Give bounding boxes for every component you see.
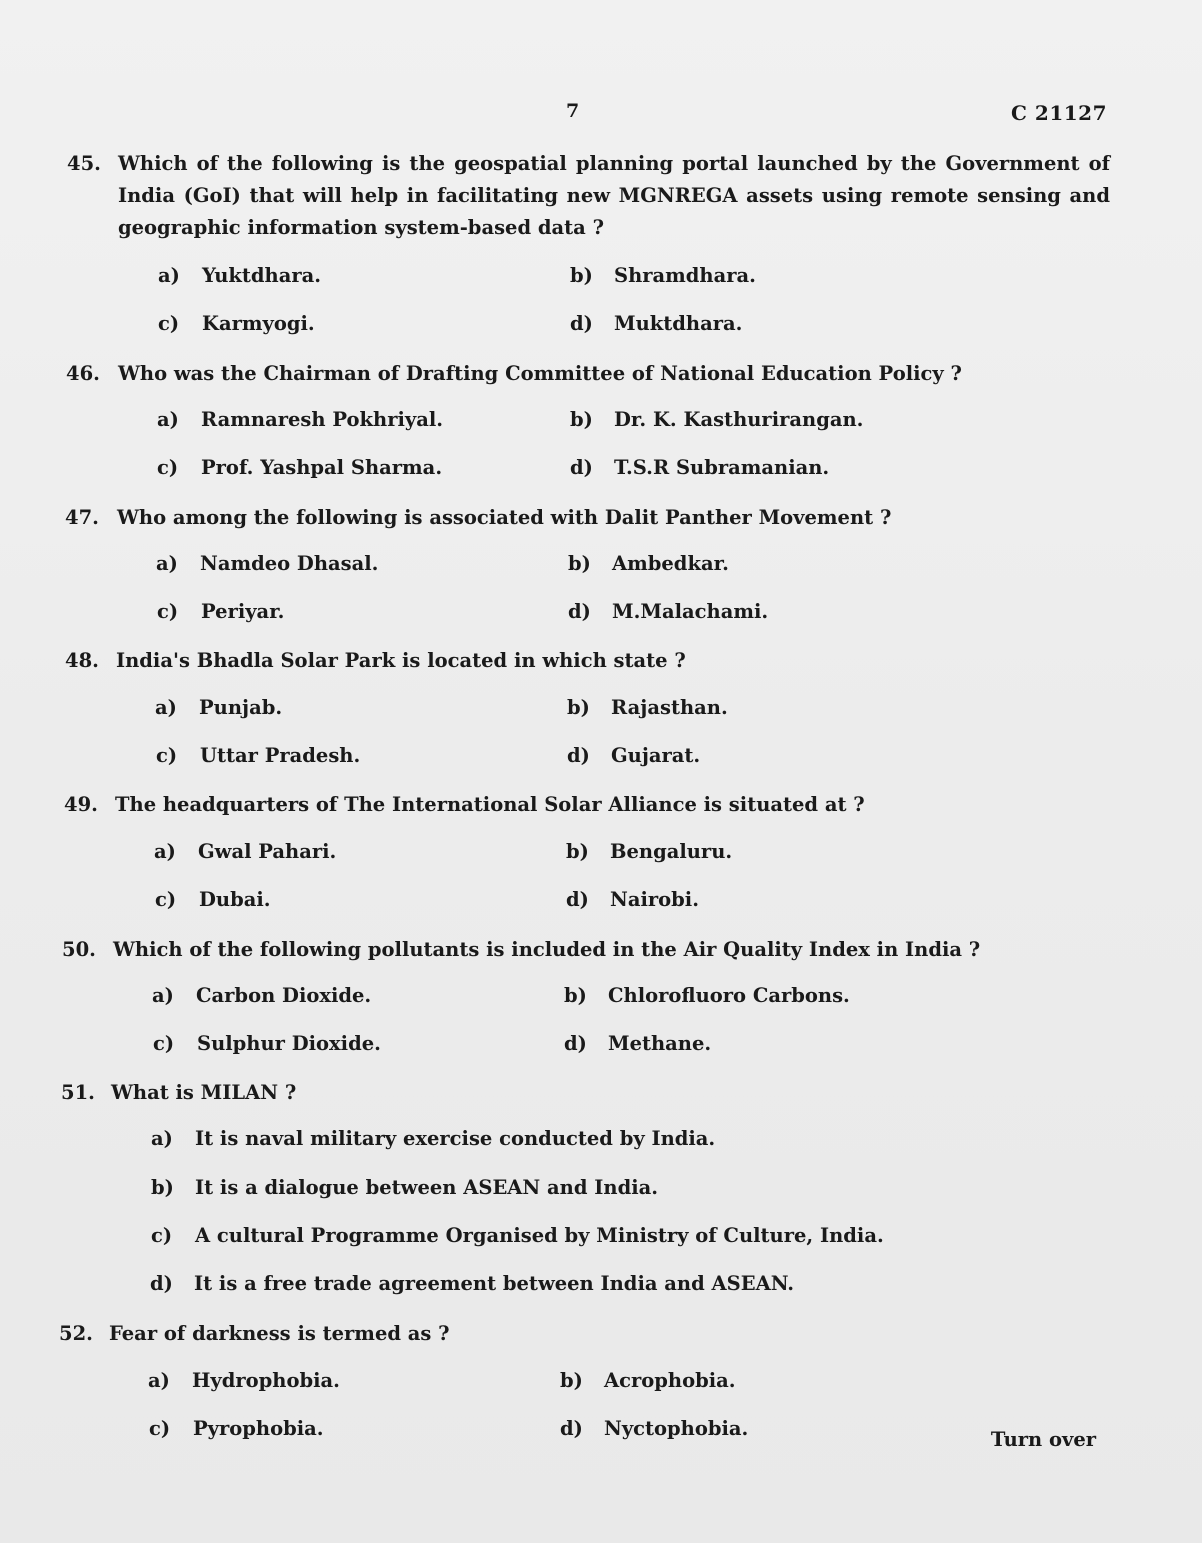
option-51-d — [150, 1272, 794, 1295]
option-text: Hydrophobia. — [192, 1369, 340, 1392]
option-text: Ambedkar. — [612, 552, 729, 575]
option-label: a) — [157, 408, 179, 431]
option-47-d — [568, 600, 768, 623]
option-text: Pyrophobia. — [193, 1417, 324, 1440]
question-text: India's Bhadla Solar Park is located in which state ? — [116, 649, 686, 672]
option-45-a — [158, 264, 321, 287]
question-number: 50. — [62, 938, 96, 961]
question-text: What is MILAN ? — [111, 1081, 297, 1104]
option-text: Shramdhara. — [614, 264, 756, 287]
option-46-a — [157, 408, 443, 431]
option-49-b — [566, 840, 732, 863]
option-text: A cultural Programme Organised by Ministry of Culture, India. — [195, 1224, 884, 1247]
option-52-c — [149, 1417, 324, 1440]
option-text: Muktdhara. — [614, 312, 743, 335]
question-number: 49. — [64, 793, 98, 816]
option-47-a — [156, 552, 378, 575]
option-text: Gwal Pahari. — [198, 840, 337, 863]
option-text: Ramnaresh Pokhriyal. — [201, 408, 444, 431]
option-label: c) — [149, 1417, 171, 1440]
option-text: Carbon Dioxide. — [196, 984, 372, 1007]
option-48-b — [567, 696, 728, 719]
option-label: b) — [560, 1369, 583, 1392]
question-text: Who was the Chairman of Drafting Committee of National Education Policy ? — [118, 362, 962, 385]
option-label: a) — [158, 264, 180, 287]
option-label: c) — [158, 312, 180, 335]
option-text: Chlorofluoro Carbons. — [608, 984, 850, 1007]
option-52-d — [560, 1417, 748, 1440]
option-label: a) — [152, 984, 174, 1007]
option-50-c — [153, 1032, 381, 1055]
option-text: Uttar Pradesh. — [200, 744, 361, 767]
option-text: Sulphur Dioxide. — [197, 1032, 381, 1055]
option-label: b) — [564, 984, 587, 1007]
option-label: d) — [150, 1272, 173, 1295]
option-52-b — [560, 1369, 736, 1392]
option-49-d — [566, 888, 699, 911]
option-45-c — [158, 312, 315, 335]
option-46-b — [570, 408, 863, 431]
page-number: 7 — [566, 100, 580, 122]
paper-code: C 21127 — [1011, 101, 1107, 125]
question-number: 52. — [59, 1322, 93, 1345]
option-51-a — [151, 1127, 715, 1150]
option-52-a — [148, 1369, 340, 1392]
option-45-d — [570, 312, 742, 335]
option-text: Periyar. — [201, 600, 285, 623]
option-51-b — [151, 1176, 658, 1199]
option-50-a — [152, 984, 371, 1007]
option-50-d — [564, 1032, 711, 1055]
option-label: a) — [156, 552, 178, 575]
option-label: d) — [564, 1032, 587, 1055]
option-48-d — [567, 744, 700, 767]
option-text: It is a free trade agreement between India and ASEAN. — [194, 1272, 795, 1295]
option-51-c — [151, 1224, 884, 1247]
option-text: T.S.R Subramanian. — [614, 456, 830, 479]
question-number: 46. — [66, 362, 100, 385]
option-47-c — [157, 600, 284, 623]
option-49-c — [155, 888, 271, 911]
option-48-c — [156, 744, 360, 767]
option-label: c) — [157, 600, 179, 623]
option-label: c) — [155, 888, 177, 911]
option-text: M.Malachami. — [612, 600, 769, 623]
option-text: Methane. — [608, 1032, 712, 1055]
option-label: c) — [156, 744, 178, 767]
option-text: Karmyogi. — [202, 312, 315, 335]
option-48-a — [155, 696, 282, 719]
option-text: Nairobi. — [610, 888, 699, 911]
question-text: Fear of darkness is termed as ? — [109, 1322, 450, 1345]
option-text: Dr. K. Kasthurirangan. — [614, 408, 864, 431]
question-number: 48. — [65, 649, 99, 672]
option-text: Nyctophobia. — [604, 1417, 749, 1440]
option-label: d) — [567, 744, 590, 767]
option-text: It is naval military exercise conducted by India. — [195, 1127, 716, 1150]
option-label: b) — [566, 840, 589, 863]
option-label: a) — [154, 840, 176, 863]
option-text: It is a dialogue between ASEAN and India. — [195, 1176, 659, 1199]
option-label: d) — [570, 456, 593, 479]
option-45-b — [570, 264, 756, 287]
option-label: d) — [570, 312, 593, 335]
question-text: Which of the following is the geospatial planning portal launched by the Government of India (GoI) that will help in facilitating new MGNREGA assets using remote sensing and geographic information system-based data ? — [118, 152, 1110, 239]
option-label: a) — [151, 1127, 173, 1150]
option-text: Prof. Yashpal Sharma. — [201, 456, 443, 479]
option-text: Punjab. — [199, 696, 283, 719]
option-text: Gujarat. — [611, 744, 701, 767]
option-49-a — [154, 840, 336, 863]
option-label: d) — [560, 1417, 583, 1440]
question-number: 47. — [65, 506, 99, 529]
question-text: The headquarters of The International Solar Alliance is situated at ? — [115, 793, 865, 816]
option-label: a) — [155, 696, 177, 719]
option-text: Rajasthan. — [611, 696, 728, 719]
option-label: b) — [568, 552, 591, 575]
option-46-c — [157, 456, 442, 479]
question-number: 45. — [67, 152, 101, 175]
option-text: Bengaluru. — [610, 840, 733, 863]
option-label: b) — [151, 1176, 174, 1199]
question-text: Who among the following is associated with Dalit Panther Movement ? — [117, 506, 892, 529]
option-text: Namdeo Dhasal. — [200, 552, 379, 575]
option-label: a) — [148, 1369, 170, 1392]
option-label: b) — [570, 264, 593, 287]
option-label: c) — [151, 1224, 173, 1247]
option-label: b) — [570, 408, 593, 431]
option-label: d) — [568, 600, 591, 623]
option-47-b — [568, 552, 729, 575]
option-text: Dubai. — [199, 888, 271, 911]
option-label: d) — [566, 888, 589, 911]
option-46-d — [570, 456, 829, 479]
option-label: c) — [157, 456, 179, 479]
option-text: Yuktdhara. — [202, 264, 322, 287]
question-number: 51. — [61, 1081, 95, 1104]
question-text: Which of the following pollutants is included in the Air Quality Index in India ? — [113, 938, 981, 961]
option-label: c) — [153, 1032, 175, 1055]
option-text: Acrophobia. — [604, 1369, 736, 1392]
turn-over-note: Turn over — [990, 1428, 1096, 1451]
option-50-b — [564, 984, 850, 1007]
option-label: b) — [567, 696, 590, 719]
